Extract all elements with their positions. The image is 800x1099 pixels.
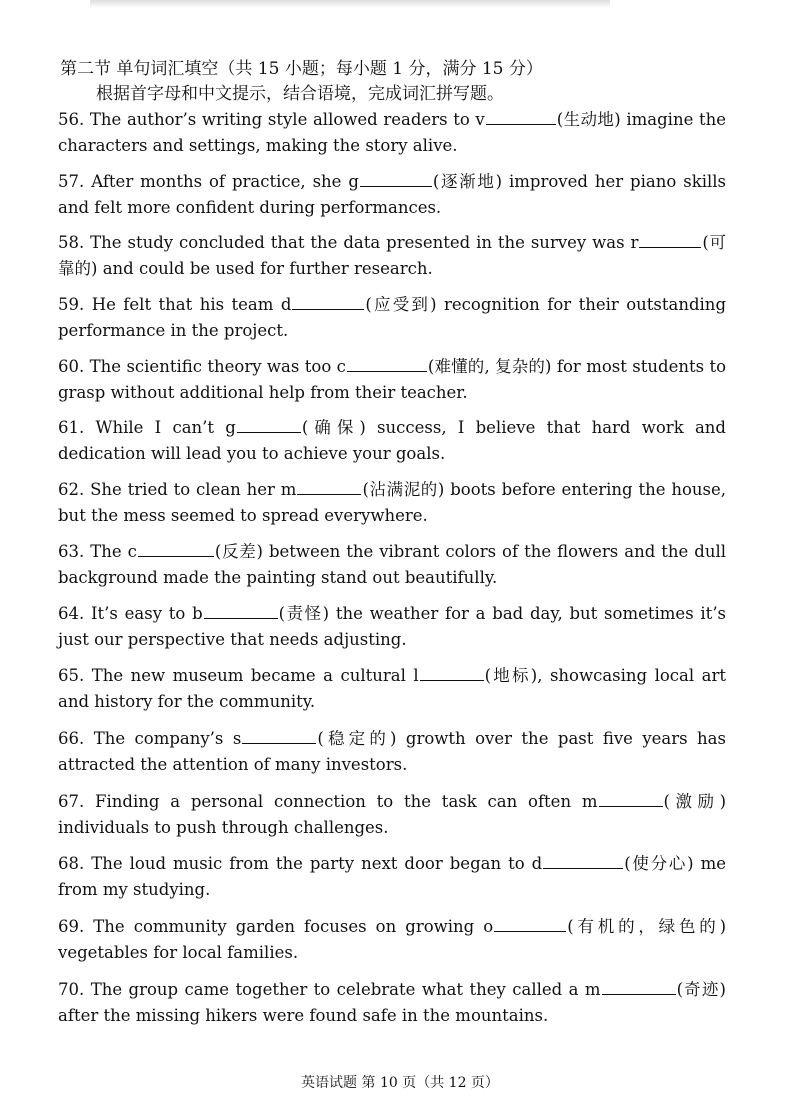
question-number: 59. <box>58 295 85 314</box>
answer-blank[interactable] <box>292 292 364 310</box>
chinese-hint: (确保) <box>301 418 366 437</box>
question-58 <box>58 230 726 282</box>
question-text-after: growth over the past five years has attracted the attention of many investors. <box>58 729 726 774</box>
question-62 <box>58 477 726 529</box>
question-text-after: individuals to push through challenges. <box>58 818 389 837</box>
question-number: 65. <box>58 666 85 685</box>
question-text-before: The group came together to celebrate what they called a m <box>90 980 601 999</box>
question-number: 68. <box>58 854 85 873</box>
answer-blank[interactable] <box>297 477 361 495</box>
question-text-before: He felt that his team d <box>91 295 292 314</box>
question-number: 62. <box>58 480 85 499</box>
question-text-after: improved her piano skills and felt more confident during performances. <box>58 172 726 217</box>
question-67 <box>58 789 726 841</box>
question-text-before: The community garden focuses on growing o <box>93 917 494 936</box>
question-63 <box>58 539 726 591</box>
question-text-before: The author’s writing style allowed readers to v <box>89 110 485 129</box>
question-number: 67. <box>58 792 85 811</box>
answer-blank[interactable] <box>494 914 566 932</box>
question-number: 61. <box>58 418 85 437</box>
chinese-hint: (难懂的, 复杂的) <box>427 357 552 376</box>
question-text-before: After months of practice, she g <box>91 172 359 191</box>
question-number: 56. <box>58 110 85 129</box>
question-number: 58. <box>58 233 85 252</box>
question-text-after: showcasing local art and history for the community. <box>58 666 726 711</box>
question-text-after: boots before entering the house, but the mess seemed to spread everywhere. <box>58 480 727 525</box>
question-59 <box>58 292 726 344</box>
question-66 <box>58 726 726 778</box>
question-text-before: Finding a personal connection to the task can often m <box>95 792 598 811</box>
question-61 <box>58 415 726 467</box>
question-number: 60. <box>58 357 85 376</box>
answer-blank[interactable] <box>599 789 663 807</box>
question-56 <box>58 107 726 159</box>
chinese-hint: (逐渐地) <box>432 172 503 191</box>
answer-blank[interactable] <box>639 230 701 248</box>
chinese-hint: (应受到) <box>365 295 437 314</box>
answer-blank[interactable] <box>420 663 484 681</box>
answer-blank[interactable] <box>486 107 556 125</box>
question-number: 69. <box>58 917 85 936</box>
chinese-hint: (生动地) <box>556 110 621 129</box>
answer-blank[interactable] <box>242 726 316 744</box>
question-57 <box>58 169 726 221</box>
chinese-hint: (奇迹) <box>676 980 726 999</box>
question-number: 64. <box>58 604 85 623</box>
question-70 <box>58 977 726 1029</box>
chinese-hint: (反差) <box>214 542 263 561</box>
question-text-after: for most students to grasp without additional help from their teacher. <box>58 357 727 402</box>
question-60 <box>58 354 726 406</box>
question-text-after: imagine the characters and settings, making the story alive. <box>58 110 727 155</box>
question-text-before: The study concluded that the data presented in the survey was r <box>90 233 639 252</box>
chinese-hint: (使分心) <box>624 854 694 873</box>
question-number: 63. <box>58 542 85 561</box>
question-text-after: the weather for a bad day, but sometimes it’s just our perspective that needs adjusting. <box>58 604 727 649</box>
question-text-after: after the missing hikers were found safe in the mountains. <box>58 1006 549 1025</box>
question-65 <box>58 663 726 715</box>
question-68 <box>58 851 726 903</box>
answer-blank[interactable] <box>347 354 427 372</box>
question-text-after: recognition for their outstanding performance in the project. <box>58 295 727 340</box>
question-text-before: The loud music from the party next door began to d <box>91 854 543 873</box>
chinese-hint: (激励) <box>663 792 727 811</box>
answer-blank[interactable] <box>204 601 278 619</box>
chinese-hint: (责怪) <box>278 604 330 623</box>
question-text-after: me from my studying. <box>58 854 727 899</box>
question-text-before: She tried to clean her m <box>90 480 297 499</box>
chinese-hint: (沾满泥的) <box>362 480 445 499</box>
question-text-before: The company’s s <box>93 729 242 748</box>
answer-blank[interactable] <box>237 415 301 433</box>
question-text-after: success, I believe that hard work and dedication will lead you to achieve your goals. <box>58 418 726 463</box>
section-heading: 第二节 单句词汇填空（共 15 小题；每小题 1 分，满分 15 分） <box>60 59 543 79</box>
section-instructions: 根据首字母和中文提示，结合语境，完成词汇拼写题。 <box>96 84 504 104</box>
question-text-before: It’s easy to b <box>91 604 203 623</box>
chinese-hint: (地标), <box>484 666 543 685</box>
answer-blank[interactable] <box>602 977 676 995</box>
page-footer: 英语试题 第 10 页（共 12 页） <box>301 1075 499 1091</box>
answer-blank[interactable] <box>543 851 623 869</box>
question-69 <box>58 914 726 966</box>
question-64 <box>58 601 726 653</box>
answer-blank[interactable] <box>360 169 432 187</box>
chinese-hint: (可靠的) <box>58 233 727 278</box>
question-number: 70. <box>58 980 85 999</box>
question-number: 66. <box>58 729 85 748</box>
question-number: 57. <box>58 172 85 191</box>
scan-edge <box>90 0 610 8</box>
question-text-before: While I can’t g <box>95 418 236 437</box>
question-text-before: The new museum became a cultural l <box>91 666 419 685</box>
question-text-before: The c <box>90 542 137 561</box>
question-text-before: The scientific theory was too c <box>89 357 346 376</box>
answer-blank[interactable] <box>138 539 214 557</box>
question-text-after: between the vibrant colors of the flowers and the dull background made the painting stand out beautifully. <box>58 542 727 587</box>
chinese-hint: (稳定的) <box>317 729 397 748</box>
question-text-after: and could be used for further research. <box>102 259 433 278</box>
question-text-after: vegetables for local families. <box>58 943 299 962</box>
chinese-hint: (有机的，绿色的) <box>567 917 727 936</box>
